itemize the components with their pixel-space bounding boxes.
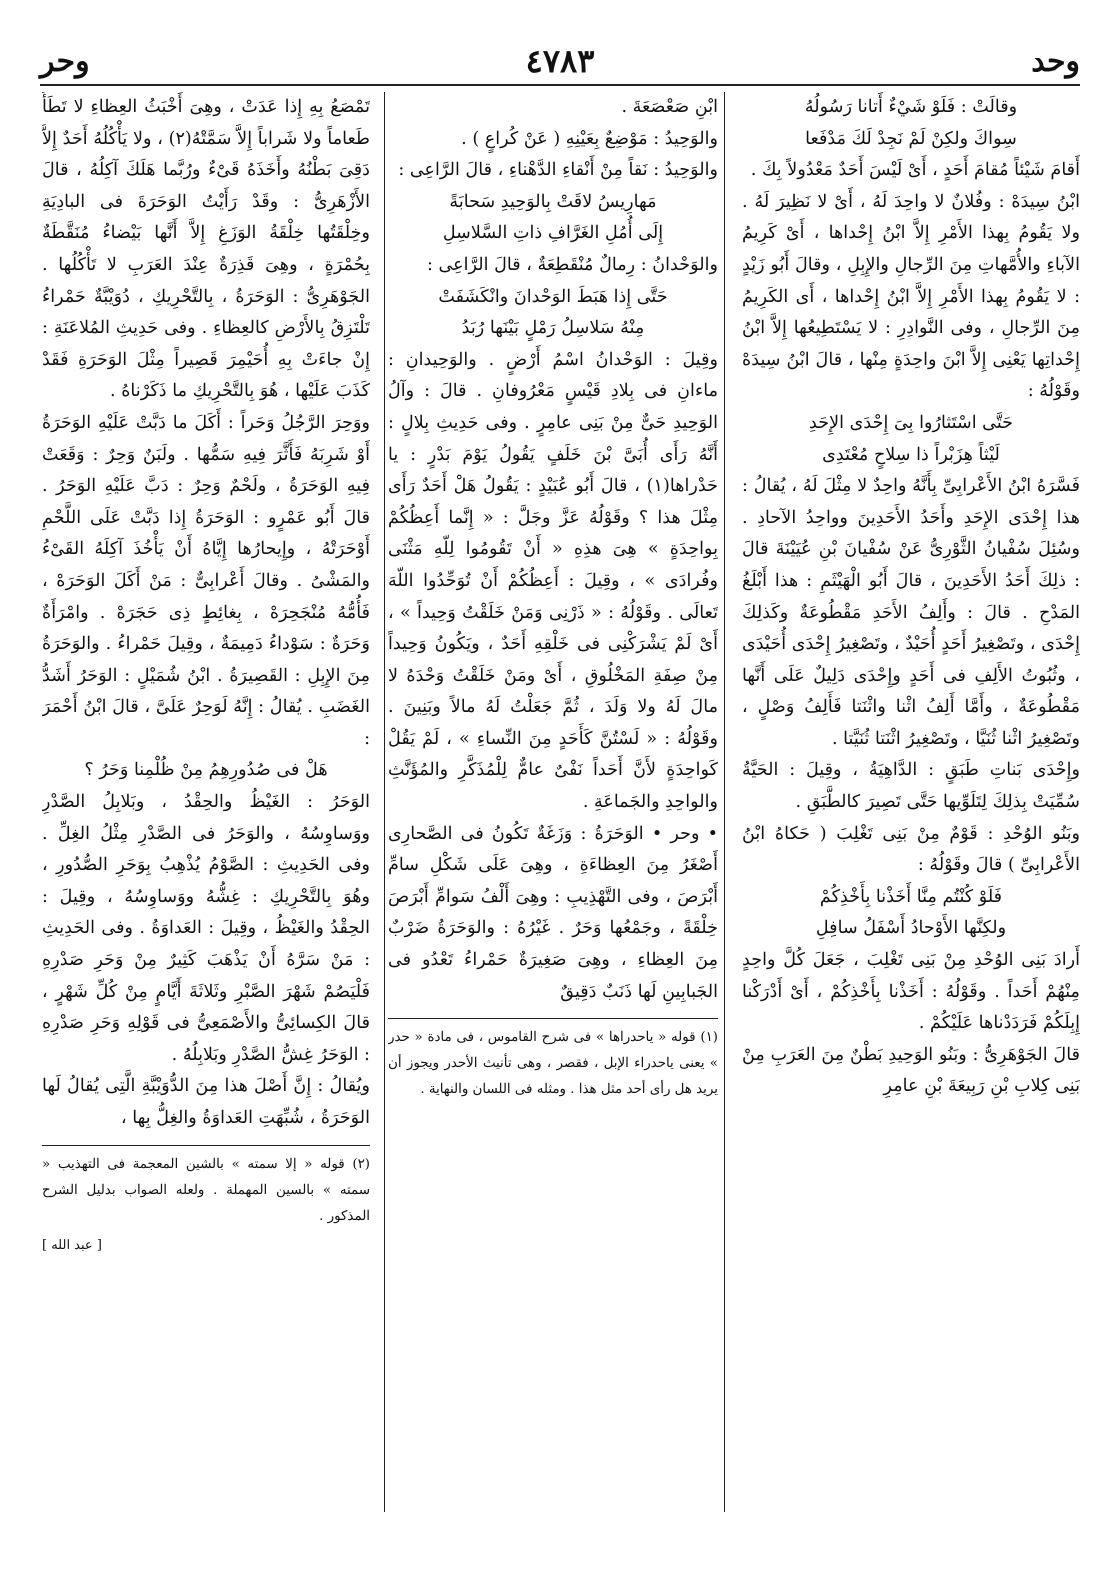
page-number: ٤٧٨٣ (525, 42, 595, 80)
verse-line: لَيْثاً هِزَبْراً ذا سِلاحٍ مُعْتَدِى (822, 444, 1000, 465)
running-headword-left: وحر (40, 44, 90, 79)
verse-line: فَلَوْ كُنْتُم مِنَّا أَخَذْنا بِأَخْذِكُمْ (819, 886, 1003, 907)
entry-paragraph: • وحر • الوَحَرَةُ : وَزَغَةٌ تَكُونُ فى الصَّحارِى أَصْغَرُ مِنَ العِظاءَةِ ، وهِىَ عَلَى شَكْلِ سامِّ أَبْرَصَ ، وفى التَّهْذِيبِ : وهِىَ أَلْفُ سَوامِّ أَبْرَصَ خِلْقَةً ، وجَمْعُها وَحَرٌ . غَيْرُهُ : والوَحَرَةُ ضَرْبٌ مِنَ العِظاءِ ، وهِىَ صَغِيرَةٌ حَمْراءُ تَعْدُو فى الجَبابِينِ لَها ذَنَبٌ دَقِيقٌ (388, 823, 718, 1002)
verse-line: ولكِنَّها الأَوْحادُ أَسْفَلُ سافِلِ (815, 918, 1007, 939)
verse-line: مَهارِيسُ لاقَتْ بِالوَحِيدِ سَحابَةً (449, 191, 657, 212)
page-header (40, 40, 1080, 80)
paragraph: والوَحِيدُ : نَقاً مِنْ أَنْقاءِ الدَّهْناءِ ، قالَ الرَّاعِى : (398, 160, 718, 181)
paragraph: الوَحَرُ : الغَيْظُ والحِقْدُ ، وبَلابِلُ الصَّدْرِ ووَساوِسُهُ ، والوَحَرُ فى الصَّدْرِ مِثْلُ الغِلِّ . وفى الحَدِيثِ : الصَّوْمُ يُذْهِبُ بِوَحَرِ الصُّدُورِ ، وهُوَ بِالتَّحْرِيكِ : غِشُّهُ ووَساوِسُهُ ، وقِيلَ : الحِقْدُ والغَيْظُ ، وقِيلَ : العَداوَةُ . وفى الحَدِيثِ : مَنْ سَرَّهُ أَنْ يَذْهَبَ كَثِيرٌ مِنْ وَحَرِ صَدْرِهِ فَلْيَصُمْ شَهْرَ الصَّبْرِ وثَلاثَةَ أَيَّامٍ مِنْ كُلِّ شَهْرٍ ، قالَ الكِسائِىُّ والأَصْمَعِىُّ فى قَوْلِهِ وَحَرِ صَدْرِهِ : الوَحَرُ غِشُّ الصَّدْرِ وبَلابِلُهُ . (42, 792, 370, 1065)
column-right (742, 92, 1080, 1512)
column-middle (388, 92, 718, 1512)
paragraph: تَمْصَعُ بِهِ إِذا عَدَتْ ، وهِىَ أَخْبَثُ العِظاءِ لا تَطَأُ طَعاماً ولا شَراباً إِلاَّ سَمَّتْهُ(٢) ، ولا يَأْكُلُهُ أَحَدٌ إِلاَّ دَقِىَ بَطْنُهُ وأَخَذَهُ قَىْءٌ ورُبَّما هَلَكَ آكِلُهُ ، قالَ الأَزْهَرِىُّ : وقَدْ رَأَيْتُ الوَحَرَةَ فى البادِيَةِ وخِلْقَتُها خِلْقَةُ الوَزَغِ إِلاَّ أَنَّها بَيْضاءُ مُنَقَّطَةٌ بِحُمْرَةٍ ، وهِىَ قَذِرَةٌ عِنْدَ العَرَبِ لا تَأْكُلُها . الجَوْهَرِىُّ : الوَحَرَةُ ، بِالتَّحْرِيكِ ، دُوَيْبَّةٌ حَمْراءُ تَلْتَزِقُ بِالأَرْضِ كالعِظاءِ . وفى حَدِيثِ المُلاعَنَةِ : إِنْ جاءَتْ بِهِ أُحَيْمِرَ قَصِيراً مِثْلَ الوَحَرَةِ فَقَدْ كَذَبَ عَلَيْها ، هُوَ بِالتَّحْرِيكِ ما ذَكَرْناهُ . (42, 97, 370, 402)
verse-line: حَتَّى اسْتَثارُوا بِىَ إِحْدَى الإِحَدِ (808, 412, 1014, 433)
verse-line: سِواكَ ولكِنْ لَمْ نَجِدْ لَكَ مَدْفَعا (805, 128, 1017, 149)
paragraph: أَقامَ شَيْئاً مُقامَ أَحَدٍ ، أَىْ لَيْسَ أَحَدٌ مَعْدُولاً بِكَ . (750, 160, 1080, 181)
paragraph: ووَحِرَ الرَّجُلُ وَحَراً : أَكَلَ ما دَبَّتْ عَلَيْهِ الوَحَرَةُ أَوْ شَرِبَهُ فَأَثَّرَ فِيهِ سَمُّها . ولَبَنٌ وَحِرٌ : وَقَعَتْ فِيهِ الوَحَرَةُ ، ولَحْمٌ وَحِرٌ : دَبَّ عَلَيْهِ الوَحَرُ . قالَ أَبُو عَمْرٍو : الوَحَرَةُ إِذا دَبَّتْ عَلَى اللَّحْمِ أَوْحَرَتْهُ ، وإِيحارُها إِيَّاهُ أَنْ يَأْخُذَ آكِلَهُ القَىْءُ والمَشْىُ . وقالَ أَعْرابِىٌّ : مَنْ أَكَلَ الوَحَرَهْ ، فَأُمُّهُ مُنْجَحِرَهْ ، بِغائِطٍ ذِى حَجَرَهْ . وامْرَأَةٌ وَحَرَةٌ : سَوْداءُ دَمِيمَةٌ ، وقِيلَ حَمْراءُ . والوَحَرَةُ مِنَ الإِبِلِ : القَصِيرَةُ . ابْنُ شُمَيْلٍ : الوَحَرُ أَشَدُّ الغَضَبِ . يُقالُ : إِنَّهُ لَوَحِرٌ عَلَىَّ ، قالَ ابْنُ أَحْمَرَ : (42, 412, 370, 749)
paragraph: وبَنُو الوُحْدِ : قَوْمٌ مِنْ بَنِى تَغْلِبَ ( حَكاهُ ابْنُ الأَعْرابِىِّ ) قالَ وقَوْلُهُ : (742, 823, 1080, 876)
paragraph: وقِيلَ : الوَحْدانُ اسْمُ أَرْضٍ . والوَحِيدانِ : ماءانِ فى بِلادِ قَيْسٍ مَعْرُوفانِ . قالَ : وآلُ الوَحِيدِ حَىٌّ مِنْ بَنِى عامِرٍ . وفى حَدِيثِ بِلالٍ : أَنَّهُ رَأَى أُبَىَّ بْنَ خَلَفٍ يَقُولُ يَوْمَ بَدْرٍ : يا حَدْراها(١) ، قالَ أَبُو عُبَيْدٍ : يَقُولُ هَلْ أَحَدٌ رَأَى مِثْلَ هذا ؟ وقَوْلُهُ عَزَّ وجَلَّ : « إِنَّما أَعِظُكُمْ بِواحِدَةٍ » هِىَ هذِهِ « أَنْ تَقُومُوا لِلّهِ مَثْنَى وفُرادَى » ، وقِيلَ : أَعِظُكُمْ أَنْ تُوَحِّدُوا اللّهَ تَعالَى . وقَوْلُهُ : « ذَرْنِى وَمَنْ خَلَقْتُ وَحِيداً » ، أَىْ لَمْ يَشْرَكْنِى فى خَلْقِهِ أَحَدٌ ، ويَكُونُ وَحِيداً مِنْ صِفَةِ المَخْلُوقِ ، أَىْ ومَنْ خَلَقْتُ وَحْدَهُ لا مالَ لَهُ ولا وَلَدَ ، ثُمَّ جَعَلْتُ لَهُ مالاً وبَنِينَ . وقَوْلُهُ : « لَسْتُنَّ كَأَحَدٍ مِنَ النِّساءِ » ، لَمْ يَقُلْ كَواحِدَةٍ لأَنَّ أَحَداً نَفْىٌ عامٌّ لِلْمُذَكَّرِ والمُؤَنَّثِ والواحِدِ والجَماعَةِ . (388, 349, 718, 813)
running-headword-right: وحد (1031, 44, 1080, 79)
paragraph: والوَحِيدُ : مَوْضِعٌ بِعَيْنِهِ ( عَنْ كُراعٍ ) . (461, 128, 718, 149)
column-divider-left (384, 92, 385, 1512)
paragraph: ابْنِ صَعْصَعَةَ . (621, 97, 718, 117)
verse-line: إِلَى أُمُلِ الغَرَّافِ ذاتِ السَّلاسِلِ (442, 223, 664, 244)
column-left (42, 92, 370, 1512)
column-divider-right (724, 92, 725, 1512)
paragraph: أَرادَ بَنِى الوُحْدِ مِنْ بَنِى تَغْلِبَ ، جَعَلَ كُلَّ واحِدٍ مِنْهُمْ أَحَداً . وقَوْلُهُ : أَخَذْنا بِأَخْذِكُمْ ، أَىْ أَدْرَكْنا إِبِلَكُمْ فَرَدَدْناها عَلَيْكُمْ . (742, 950, 1080, 1034)
paragraph: وإِحْدَى بَناتِ طَبَقٍ : الدَّاهِيَةُ ، وقِيلَ : الحَيَّةُ سُمِّيَتْ بِذلِكَ لِتَلَوِّيها حَتَّى تَصِيرَ كالطَّبَقِ . (742, 760, 1080, 813)
paragraph: والوَحْدانُ : رِمالٌ مُنْقَطِعَةٌ ، قالَ الرَّاعِى : (426, 254, 718, 275)
header-rule (40, 84, 1080, 86)
verse-line: حَتَّى إِذا هَبَطَ الوَحْدانَ وانْكَشَفَتْ (438, 286, 668, 307)
footnote-rule (42, 1145, 370, 1146)
footnote-signature: [ عبد الله ] (42, 1237, 102, 1253)
paragraph: فَسَّرَهُ ابْنُ الأَعْرابِىِّ بِأَنَّهُ واحِدٌ لا مِثْلَ لَهُ ، يُقالُ : هذا إِحْدَى الإِحَدِ وأَحَدُ الأَحَدِينَ وواحِدُ الآحادِ . وسُئِلَ سُفْيانُ الثَّوْرِىُّ عَنْ سُفْيانَ بْنِ عُيَيْنَةَ قالَ : ذلِكَ أَحَدُ الأَحَدِينَ ، قالَ أَبُو الْهَيْثَمِ : هذا أَبْلَغُ المَدْحِ . قالَ : وأَلِفُ الأَحَدِ مَقْطُوعَةٌ وكَذلِكَ إِحْدَى ، وتَصْغِيرُ أَحَدٍ أُحَيْدٌ ، وتَصْغِيرُ إِحْدَى أُحَيْدَى ، وثُبُوتُ الأَلِفِ فى أَحَدٍ وإِحْدَى دَلِيلٌ عَلَى أَنَّها مَقْطُوعَةٌ ، وأَمَّا أَلِفُ اثْنا واثْنَتا فَأَلِفُ وَصْلٍ ، وتَصْغِيرُ اثْنا ثُنَيَّا ، وتَصْغِيرُ اثْنَتا ثُنَيَّتا . (742, 476, 1080, 749)
footnote-rule (388, 1018, 718, 1019)
verse-line: هَلْ فى صُدُورِهِمُ مِنْ ظُلْمِنا وَحَرُ ؟ (84, 760, 328, 781)
verse-line: مِنْهُ سَلاسِلُ رَمْلٍ بَيْنَها رُبَدُ (461, 318, 645, 339)
verse-line: وقالَتْ : فَلَوْ شَيْءٌ أَتانا رَسُولُهُ (804, 97, 1018, 117)
paragraph: قالَ الجَوْهَرِىُّ : وبَنُو الوَحِيدِ بَطْنٌ مِنَ العَرَبِ مِنْ بَنِى كِلابِ بْنِ رَبِيعَةَ بْنِ عامِرِ (742, 1044, 1080, 1097)
footnote: (٢) قوله « إلا سمته » بالشين المعجمة فى التهذيب « سمته » بالسين المهملة . ولعله الصواب بدليل الشرح المذكور . (42, 1156, 370, 1224)
footnote: (١) قوله « ياحدراها » فى شرح القاموس ، فى مادة « حدر » يعنى ياحدراء الإبل ، فقصر ، وهى تأنيث الأحدر ويجوز أن يريد هل رأى أحد مثل هذا . ومثله فى اللسان والنهاية . (388, 1030, 718, 1098)
paragraph: ابْنُ سِيدَهْ : وفُلانٌ لا واحِدَ لَهُ ، أَىْ لا نَظِيرَ لَهُ . ولا يَقُومُ بِهذا الأَمْرِ إِلاَّ ابْنُ إِحْداها ، أَىْ كَرِيمُ الآباءِ والأُمَّهاتِ مِنَ الرِّجالِ والإِبِلِ ، وقالَ أَبُو زَيْدٍ : لا يَقُومُ بِهذا الأَمْرِ إِلاَّ ابْنُ إِحْداها ، أَى الكَرِيمُ مِنَ الرِّجالِ ، وفى النَّوادِرِ : لا يَسْتَطِيعُها إِلاَّ ابْنُ إِحْداتِها يَعْنِى إِلاَّ ابْنَ واحِدَةٍ مِنْها ، قالَ ابْنُ سِيدَهْ وقَوْلُهُ : (742, 191, 1080, 402)
paragraph: ويُقالُ : إِنَّ أَصْلَ هذا مِنَ الدُّوَيْبَّةِ الَّتِى يُقالُ لَها الوَحَرَةُ ، شُبِّهَتِ العَداوَةُ والغِلُّ بِها ، (42, 1076, 370, 1128)
